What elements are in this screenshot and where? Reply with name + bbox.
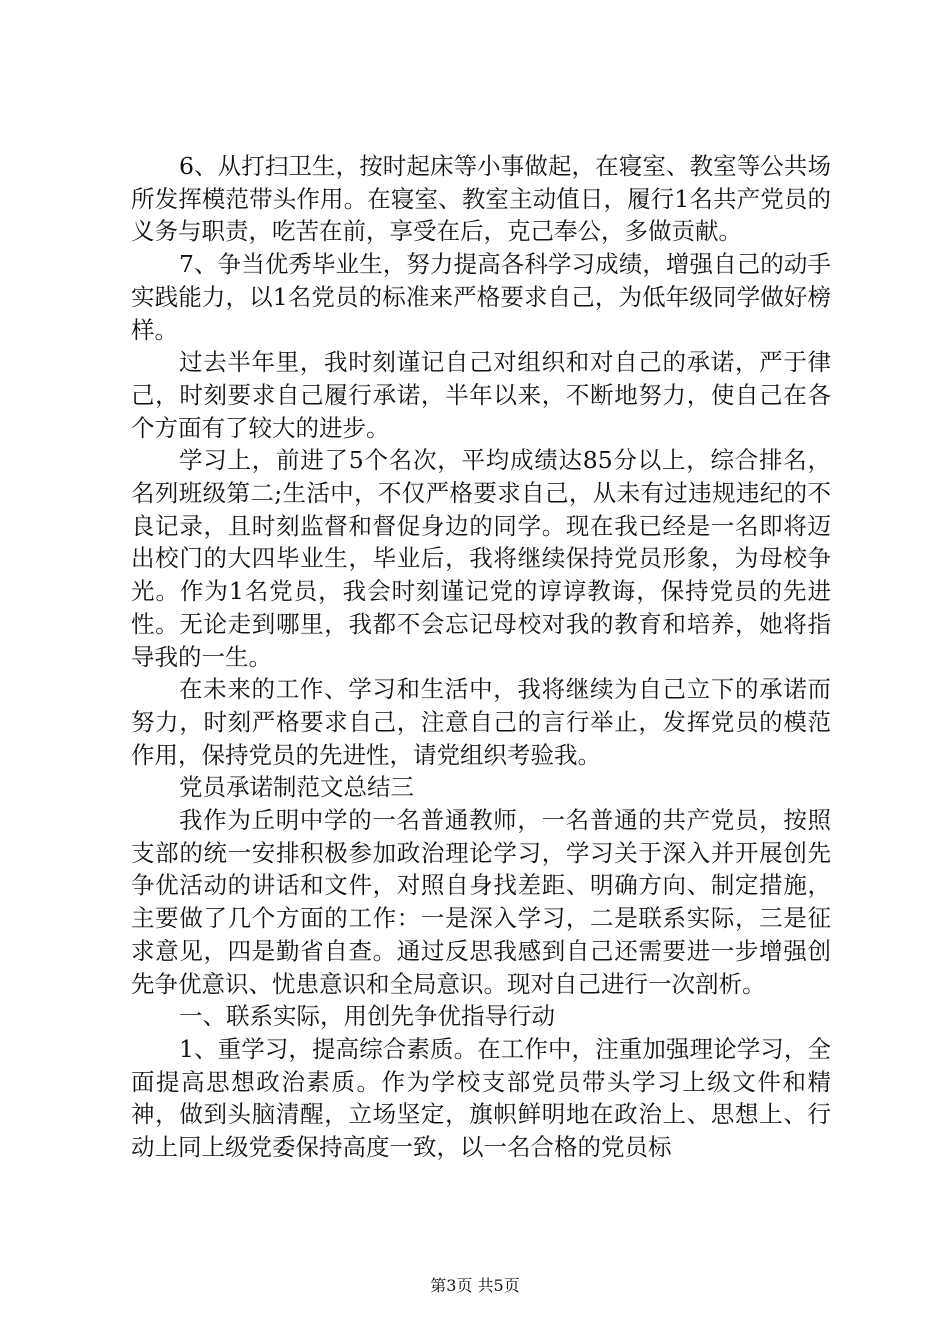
paragraph-study-progress: 学习上，前进了5个名次，平均成绩达85分以上，综合排名，名列班级第二;生活中，不仅严格要求自己，从未有过违规违纪的不良记录，且时刻监督和督促身边的同学。现在我已经是一名即将迈出校门的大四毕业生，毕业后，我将继续保持党员形象，为母校争光。作为1名党员，我会时刻谨记党的谆谆教诲，保持党员的先进性。无论走到哪里，我都不会忘记母校对我的教育和培养，她将指导我的一生。 <box>131 446 831 671</box>
paragraph-item-6: 6、从打扫卫生，按时起床等小事做起，在寝室、教室等公共场所发挥模范带头作用。在寝室、教室主动值日，履行1名共产党员的义务与职责，吃苦在前，享受在后，克己奉公，多做贡献。 <box>131 152 831 246</box>
paragraph-teacher-intro: 我作为丘明中学的一名普通教师，一名普通的共产党员，按照支部的统一安排积极参加政治理论学习，学习关于深入并开展创先争优活动的讲话和文件，对照自身找差距、明确方向、制定措施，主要做了几个方面的工作：一是深入学习，二是联系实际，三是征求意见，四是勤省自查。通过反思我感到自己还需要进一步增强创先争优意识、忧患意识和全局意识。现对自己进行一次剖析。 <box>131 806 831 998</box>
document-body <box>131 150 831 1164</box>
paragraph-past-half-year: 过去半年里，我时刻谨记自己对组织和对自己的承诺，严于律己，时刻要求自己履行承诺，半年以来，不断地努力，使自己在各个方面有了较大的进步。 <box>131 348 831 442</box>
section-title: 党员承诺制范文总结三 <box>179 773 414 802</box>
page-number-footer: 第3页 共5页 <box>430 1276 520 1295</box>
paragraph-study-quality: 1、重学习，提高综合素质。在工作中，注重加强理论学习，全面提高思想政治素质。作为学校支部党员带头学习上级文件和精神，做到头脑清醒，立场坚定，旗帜鲜明地在政治上、思想上、行动上同上级党委保持高度一致，以一名合格的党员标 <box>131 1034 831 1162</box>
paragraph-item-7: 7、争当优秀毕业生，努力提高各科学习成绩，增强自己的动手实践能力，以1名党员的标准来严格要求自己，为低年级同学做好榜样。 <box>131 250 831 344</box>
paragraph-future-commitment: 在未来的工作、学习和生活中，我将继续为自己立下的承诺而努力，时刻严格要求自己，注意自己的言行举止，发挥党员的模范作用，保持党员的先进性，请党组织考验我。 <box>131 675 831 769</box>
subsection-heading: 一、联系实际，用创先争优指导行动 <box>179 1002 555 1031</box>
